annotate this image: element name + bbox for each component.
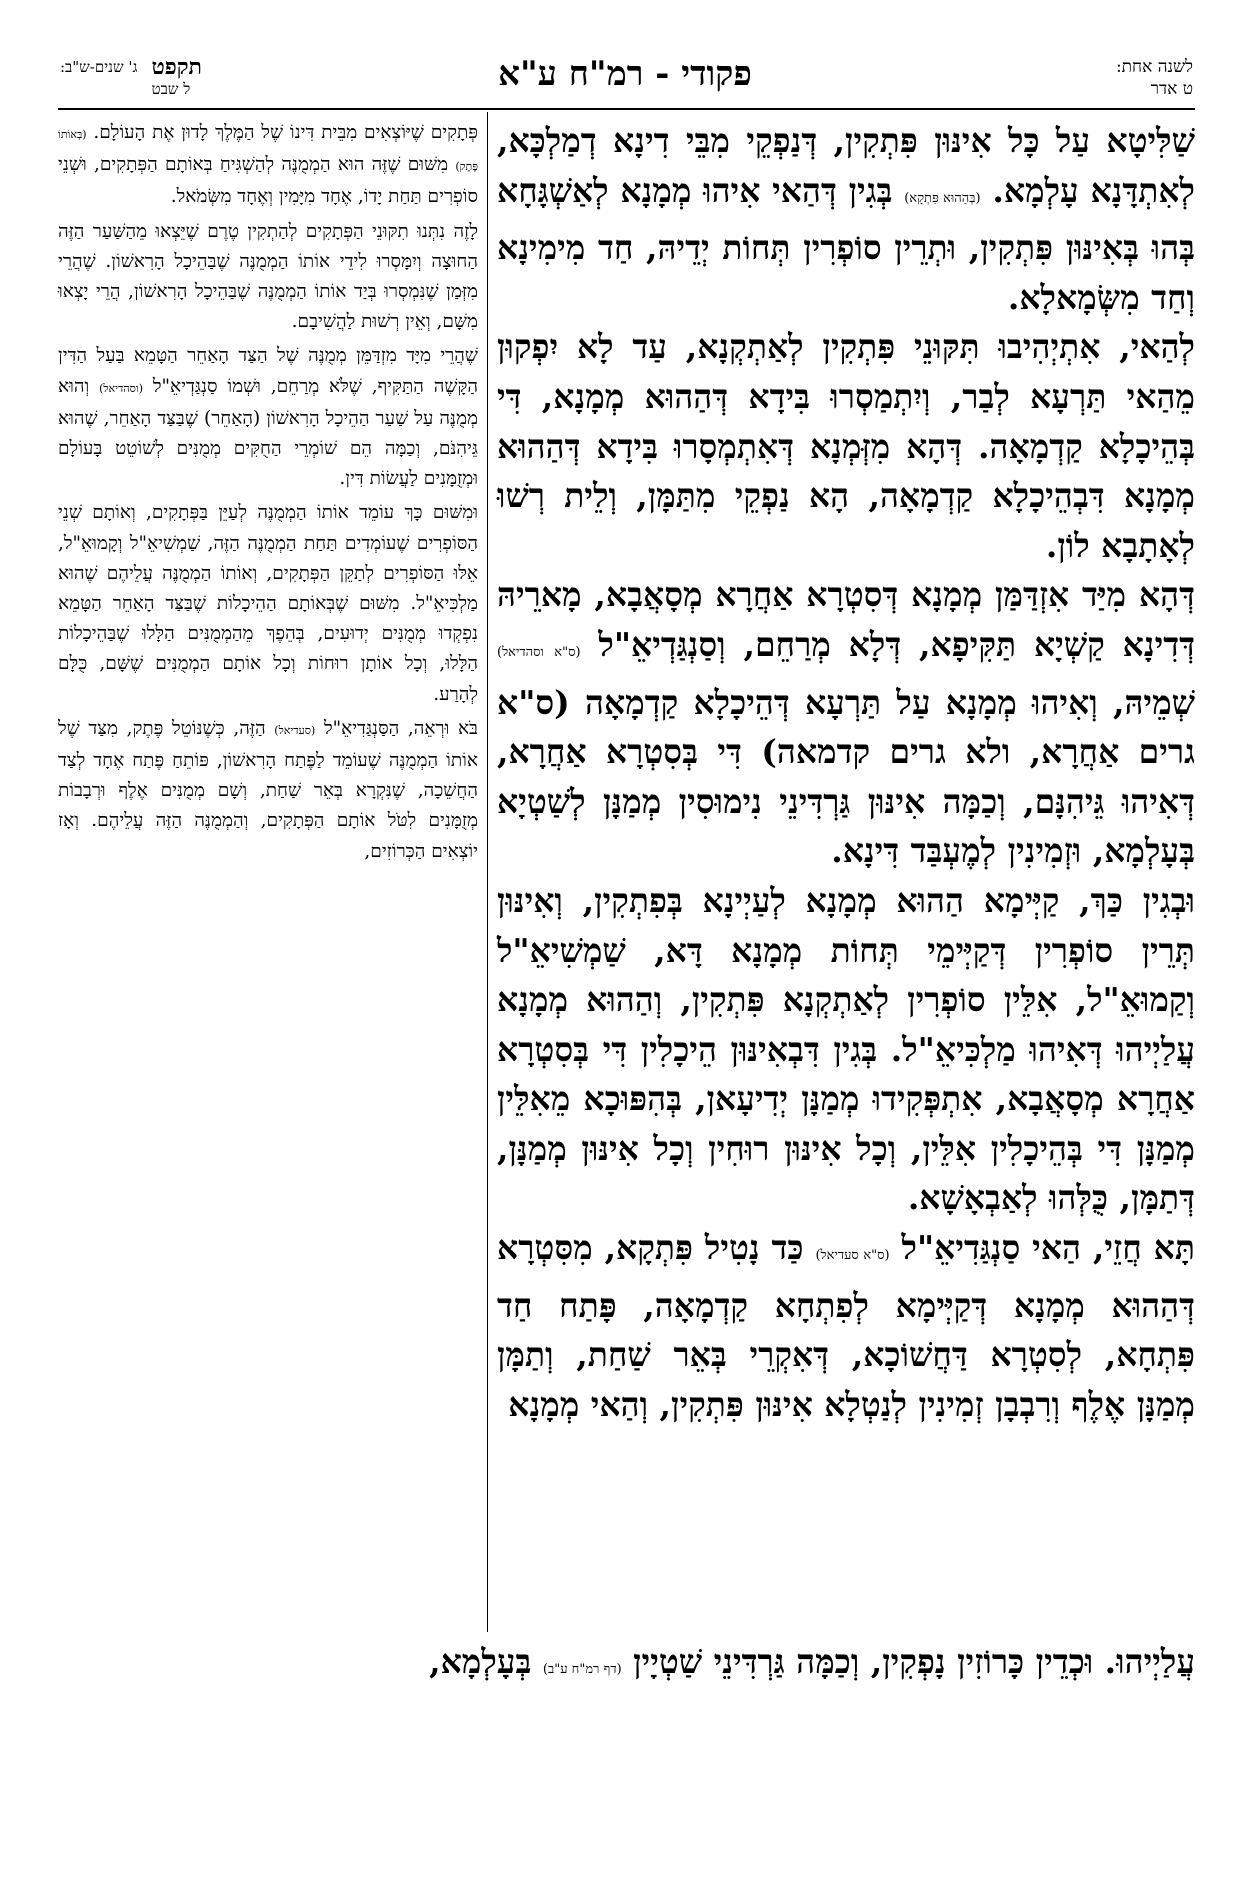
aramaic-text-after: כַּד נָטִיל פִּתְקָא, מִסִּטְרָא דְּהַהוּא מְמָנָא דְּקַיְּימָא לְפִתְחָא קַדְמָאָה, פָּתַח חַד פִּתְחָא, לְסִטְרָא דַּחֲשׁוֹכָא, דְּאִקְרֵי בְּאֵר שַׁחַת, וְתַמָּן מְמַנָּן אֶלֶף וְרִבְבָן זְמִינִין לְנַטְלָא אִינּוּן פִּתְקִין, וְהַאי מְמָנָא [497,1228,1195,1424]
hebrew-paragraph [58,118,478,213]
aramaic-note: (בְּהַהוּא פִּתְקָא) [904,190,981,206]
bottom-page-ref: (דף רמ"ח ע"ב) [542,1662,622,1677]
hebrew-paragraph [58,714,478,867]
header-left-years: ג' שנים-ש"ב: [60,58,138,76]
hebrew-paragraph [58,498,478,709]
aramaic-paragraph [497,876,1195,1223]
hebrew-text-after: וְהוּא מְמֻנֶּה עַל שַׁעַר הַהֵיכָל הָרִאשׁוֹן (הָאַחֵר) שֶׁבַּצַּד הָאַחֵר, שֶׁהוּא גֵּיהִנֹּם, וְכַמָּה הֵם שׁוֹמְרֵי הַחֻקִּים מְמֻנִּים לְשׁוֹטֵט בָּעוֹלָם וּמְזֻמָּנִים לַעֲשׂוֹת דִּין. [58,375,478,490]
header-left-number: תקפט [151,54,202,80]
hebrew-note: (סעדיאל) [274,723,316,737]
aramaic-paragraph [497,570,1195,876]
header-left [60,56,270,106]
bottom-text-after: בְּעָלְמָא, [429,1642,532,1681]
hebrew-text-after: מִשּׁוּם שֶׁזֶּה הוּא הַמְמֻנֶּה לְהַשְׁגִּיחַ בְּאוֹתָם הַפְּתָקִים, וּשְׁנֵי סוֹפְרִים תַּחַת יָדוֹ, אֶחָד מִיָּמִין וְאֶחָד מִשְּׂמֹאל. [58,154,478,208]
header-left-number-block [152,56,202,106]
aramaic-note: (ס"א סעדיאל) [815,1248,890,1264]
aramaic-text: דְּהָא מִיַּד אִזְדַּמַּן מְמָנָא דְּסִטְרָא אַחֲרָא מְסָאֲבָא, מָארֵיהּ דְּדִינָא קַשְׁיָא תַּקִּיפָא, דְּלָא מְרַחֵם, וְסַנְגַּדְיאֵ"ל [497,575,1195,664]
hebrew-translation-column [58,118,478,867]
aramaic-note: (ס"א וסהדיאל) [497,644,581,660]
aramaic-text: לְהַאי, אִתְיְהִיבוּ תִּקּוּנֵי פִּתְקִין לְאַתְקְנָא, עַד לָא יִפְקוּן מֵהַאי תַּרְעָא לְבַר, וְיִתְמַסְרוּ בִּידָא דְּהַהוּא מְמָנָא, דִּי בְּהֵיכָלָא קַדְמָאָה. דְּהָא מִזְּמְנָא דְּאִתְמְסָרוּ בִּידָא דְּהַהוּא מְמָנָא דִּבְהֵיכָלָא קַדְמָאָה, הָא נַפְקֵי מִתַּמָּן, וְלֵית רְשׁוּ לְאָתָבָא לוֹן. [497,327,1195,565]
hebrew-text-after: הַזֶּה, כְּשֶׁנּוֹטֵל פֶּתֶק, מִצַּד שֶׁל אוֹתוֹ הַמְמֻנֶּה שֶׁעוֹמֵד לַפֶּתַח הָרִאשׁוֹן, פּוֹתֵחַ פֶּתַח אֶחָד לְצַד הַחֲשֵׁכָה, שֶׁנִּקְרָא בְּאֵר שַׁחַת, וְשָׁם מְמֻנִּים אֶלֶף וּרְבָבוֹת מְזֻמָּנִים לִטֹּל אוֹתָם הַפְּתָקִים, וְהַמְמֻנֶּה הַזֶּה עֲלֵיהֶם. וְאָז יוֹצְאִים הַכְּרוֹזִים, [58,717,478,862]
aramaic-text: וּבְגִין כַּךְ, קַיְּימָא הַהוּא מְמָנָא לְעַיְינָא בְּפִתְקִין, וְאִינּוּן תְּרֵין סוֹפְרִין דְּקַיְּימֵי תְּחוֹת מְמָנָא דָּא, שַׁמְשִׁיאֵ"ל וְקַמוּאֵ"ל, אִלֵּין סוֹפְרִין לְאַתְקְנָא פִּתְקִין, וְהַהוּא מְמָנָא עֲלַיְיהוּ דְּאִיהוּ מַלְכִּיאֵ"ל. בְּגִין דִּבְאִינּוּן הֵיכָלִין דִּי בְּסִטְרָא אַחֲרָא מְסָאֲבָא, אִתְפְּקִידוּ מְמַנָּן יְדִיעָאן, בְּהִפּוּכָא מֵאִלֵּין מְמַנָּן דִּי בְּהֵיכָלִין אִלֵּין, וְכָל אִינּוּן רוּחִין וְכָל אִינּוּן מְמַנָּן, דְּתַמָּן, כֻּלְּהוּ לְאַבְאָשָׁא. [497,880,1195,1218]
aramaic-text-after: בְּגִין דְּהַאי אִיהוּ מְמָנָא לְאַשְׁגָּחָא בְּהוּ בְּאִינּוּן פִּתְקִין, וּתְרֵין סוֹפְרִין תְּחוֹת יְדֵיהּ, חַד מִימִינָא וְחַד מִשְּׂמָאלָא. [497,170,1195,317]
hebrew-text: בֹּא וּרְאֵה, הַסַּנְגַּדִיאֵ"ל [323,717,478,739]
header-right-label: לשנה אחת: [1115,57,1193,77]
header-right [1023,56,1193,106]
page-title: פקודי - רמ"ח ע"א [498,54,752,94]
hebrew-paragraph [58,217,478,338]
bottom-continuation-line [58,1638,1195,1694]
aramaic-text-after: שְׁמֵיהּ, וְאִיהוּ מְמָנָא עַל תַּרְעָא דְּהֵיכָלָא קַדְמָאָה (ס"א גרים אַחֲרָא, ולא גרים קדמאה) דִּי בְּסִטְרָא אַחֲרָא, דְּאִיהוּ גֵּיהִנָּם, וְכַמָּה אִינּוּן גַּרְדִּינֵי נִימוּסִין מְמַנָּן לְשַׁטְיָא בְּעָלְמָא, וּזְמִינִין לְמֶעְבַּד דִּינָא. [497,682,1195,871]
header-left-years-block [60,56,138,106]
hebrew-text: פְּתָקִים שֶׁיּוֹצְאִים מִבֵּית דִּינוֹ שֶׁל הַמֶּלֶךְ לָדוּן אֶת הָעוֹלָם. [93,122,478,143]
column-divider [487,112,488,1632]
header-left-sub: ל שבט [151,80,191,98]
aramaic-paragraph [497,322,1195,570]
hebrew-text: שֶׁהֲרֵי מִיָּד מִזְדַּמֵּן מְמֻנֶּה שֶׁל הַצַּד הָאַחֵר הַטָּמֵא בַּעַל הַדִּין הַקָּשֶׁה הַתַּקִּיף, שֶׁלֹּא מְרַחֵם, וּשְׁמוֹ סַנְגַּדְיאֵ"ל [58,345,478,397]
hebrew-paragraph [58,341,478,494]
bottom-text: עֲלַיְיהוּ. וּכְדֵין כָּרוֹזִין נָפְקִין, וְכַמָּה גַּרְדִּינֵי שַׁטְיָין [633,1642,1195,1681]
header-rule [58,108,1195,110]
hebrew-note: (וסהדיאל) [99,381,143,395]
aramaic-paragraph [497,1223,1195,1429]
hebrew-text: וּמִשּׁוּם כָּךְ עוֹמֵד אוֹתוֹ הַמְמֻנֶּה לְעַיֵּן בַּפְּתָקִים, וְאוֹתָם שְׁנֵי הַסּוֹפְרִים שֶׁעוֹמְדִים תַּחַת הַמְמֻנֶּה הַזֶּה, שַׁמְשִׁיאֵ"ל וְקָמוּאֵ"ל, אֵלּוּ הַסּוֹפְרִים לְתַקֵּן הַפְּתָקִים, וְאוֹתוֹ הַמְמֻנֶּה עֲלֵיהֶם שֶׁהוּא מַלְכִּיאֵ"ל. מִשּׁוּם שֶׁבְּאוֹתָם הַהֵיכָלוֹת שֶׁבַּצַּד הָאַחֵר הַטָּמֵא נִפְקְדוּ מְמֻנִּים יְדוּעִים, בְּהֵפֶךְ מֵהַמְמֻנִּים הַלָּלוּ שֶׁבַּהֵיכָלוֹת הַלָּלוּ, וְכָל אוֹתָן רוּחוֹת וְכָל אוֹתָם הַמְמֻנִּים שֶׁשָּׁם, כֻּלָּם לְהָרַע. [58,502,478,705]
aramaic-paragraph [497,116,1195,322]
header-right-date: ט אדר [1150,79,1193,99]
aramaic-text: תָּא חֲזֵי, הַאי סַנְגַּדִיאֵ"ל [901,1228,1195,1268]
hebrew-note: (בְּאוֹתוֹ פֶּתֶק) [58,128,478,174]
aramaic-text: שַׁלִּיטָא עַל כָּל אִינּוּן פִּתְקִין, דְּנַפְקֵי מִבֵּי דִינָא דְמַלְכָּא, לְאִתְדָּנָא עָלְמָא. [497,121,1195,210]
aramaic-column [497,116,1195,1429]
hebrew-text: לָזֶה נִתְּנוּ תִקּוּנֵי הַפְּתָקִים לְהַתְקִין טֶרֶם שֶׁיֵּצְאוּ מֵהַשַּׁעַר הַזֶּה הַחוּצָה וְיִמָּסְרוּ לִידֵי אוֹתוֹ הַמְמֻנֶּה שֶׁבַּהֵיכָל הָרִאשׁוֹן. שֶׁהֲרֵי מִזְּמַן שֶׁנִּמְסְרוּ בְּיַד אוֹתוֹ הַמְמֻנֶּה שֶׁבַּהֵיכָל הָרִאשׁוֹן, הֲרֵי יָצְאוּ מִשָּׁם, וְאֵין רְשׁוּת לַהֲשִׁיבָם. [58,220,478,333]
